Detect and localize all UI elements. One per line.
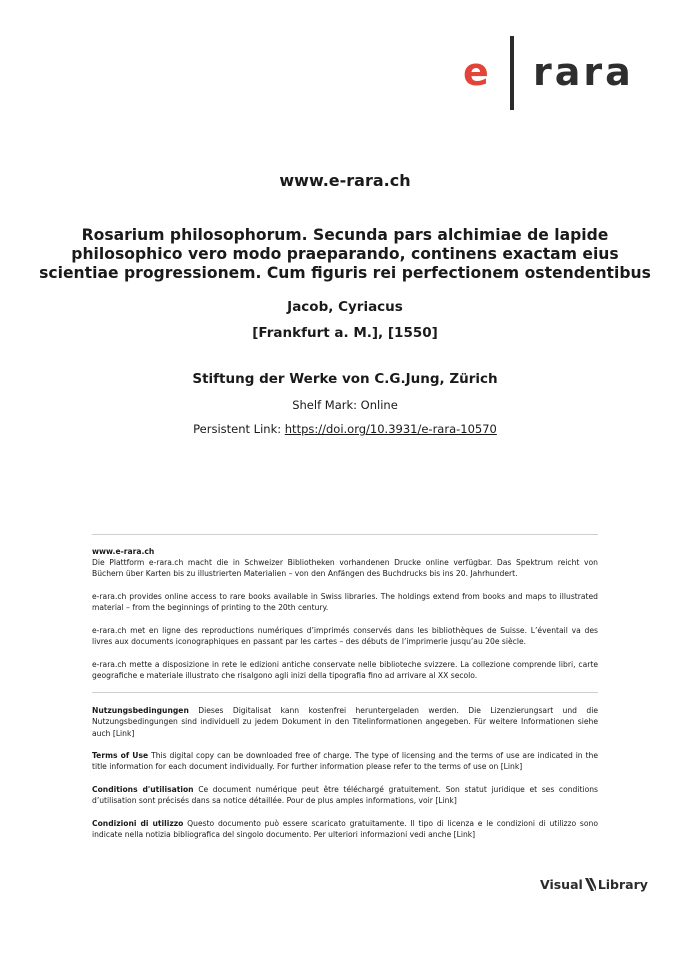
visual-library-slash-icon [585, 878, 596, 891]
terms-it [92, 818, 598, 841]
terms-fr-label: Conditions d'utilisation [92, 785, 194, 794]
about-de: Die Plattform e-rara.ch macht die in Schweizer Bibliotheken vorhandenen Drucke online verfügbar. Das Spektrum reicht von Büchern über Karten bis zu illustrierten Materialien – von den Anfängen des Buchdrucks bis ins 20. Jahrhundert. [92, 558, 598, 579]
terms-it-label: Condizioni di utilizzo [92, 819, 184, 828]
logo-divider [510, 36, 514, 110]
visual-library-right: Library [597, 877, 648, 892]
e-rara-logo [463, 36, 653, 110]
document-author: Jacob, Cyriacus [287, 299, 403, 315]
visual-library-left: Visual [540, 877, 583, 892]
terms-de-label: Nutzungsbedingungen [92, 706, 189, 715]
visual-library-logo [540, 877, 660, 893]
holding-institution: Stiftung der Werke von C.G.Jung, Zürich [192, 371, 498, 387]
terms-en-text: This digital copy can be downloaded free of charge. The type of licensing and the terms of use are indicated in the title information for each document individually. For further information please refer to the terms of use on [Link] [92, 751, 598, 772]
terms-fr-text: Ce document numérique peut être téléchargé gratuitement. Son statut juridique et ses conditions d’utilisation sont précisés dans sa notice détaillée. Pour de plus amples informations, voir [Link] [92, 785, 598, 806]
terms-de [92, 705, 598, 739]
about-heading: www.e-rara.ch [92, 547, 155, 556]
logo-e: e [463, 50, 490, 94]
document-title: Rosarium philosophorum. Secunda pars alchimiae de lapide philosophico vero modo praeparando, continens exactam eius scientiae progressionem. Cum figuris rei perfectionem ostendentibus [39, 226, 651, 282]
divider-top [92, 534, 598, 535]
terms-en-label: Terms of Use [92, 751, 149, 760]
terms-en [92, 750, 598, 773]
terms-de-text: Dieses Digitalisat kann kostenfrei heruntergeladen werden. Die Lizenzierungsart und die Nutzungsbedingungen sind individuell zu jedem Dokument in den Titelinformationen angegeben. Für weitere Informationen siehe auch [Link] [92, 706, 598, 738]
persistent-link-line [0, 422, 690, 436]
about-fr: e-rara.ch met en ligne des reproductions numériques d’imprimés conservés dans les bibliothèques de Suisse. L’éventail va des livres aux documents iconographiques en passant par les cartes – des débuts de l’imprimerie jusqu’au 20e siècle. [92, 626, 598, 647]
site-name: www.e-rara.ch [279, 171, 411, 190]
terms-fr [92, 784, 598, 807]
about-en: e-rara.ch provides online access to rare books available in Swiss libraries. The holdings extend from books and maps to illustrated material – from the beginnings of printing to the 20th century. [92, 592, 598, 613]
logo-rara: rara [533, 50, 634, 94]
persistent-link[interactable]: https://doi.org/10.3931/e-rara-10570 [284, 422, 497, 436]
document-imprint: [Frankfurt a. M.], [1550] [252, 325, 438, 341]
persistent-link-label: Persistent Link: [193, 422, 285, 436]
about-it: e-rara.ch mette a disposizione in rete le edizioni antiche conservate nelle biblioteche svizzere. La collezione comprende libri, carte geografiche e materiale illustrato che risalgono agli inizi della tipografia fino ad arrivare al XX secolo. [92, 660, 598, 681]
shelf-mark: Shelf Mark: Online [292, 398, 398, 412]
terms-it-text: Questo documento può essere scaricato gratuitamente. Il tipo di licenza e le condizioni di utilizzo sono indicate nella notizia bibliografica del singolo documento. Per ulteriori informazioni vedi anche [Link] [92, 819, 598, 840]
divider-middle [92, 692, 598, 693]
